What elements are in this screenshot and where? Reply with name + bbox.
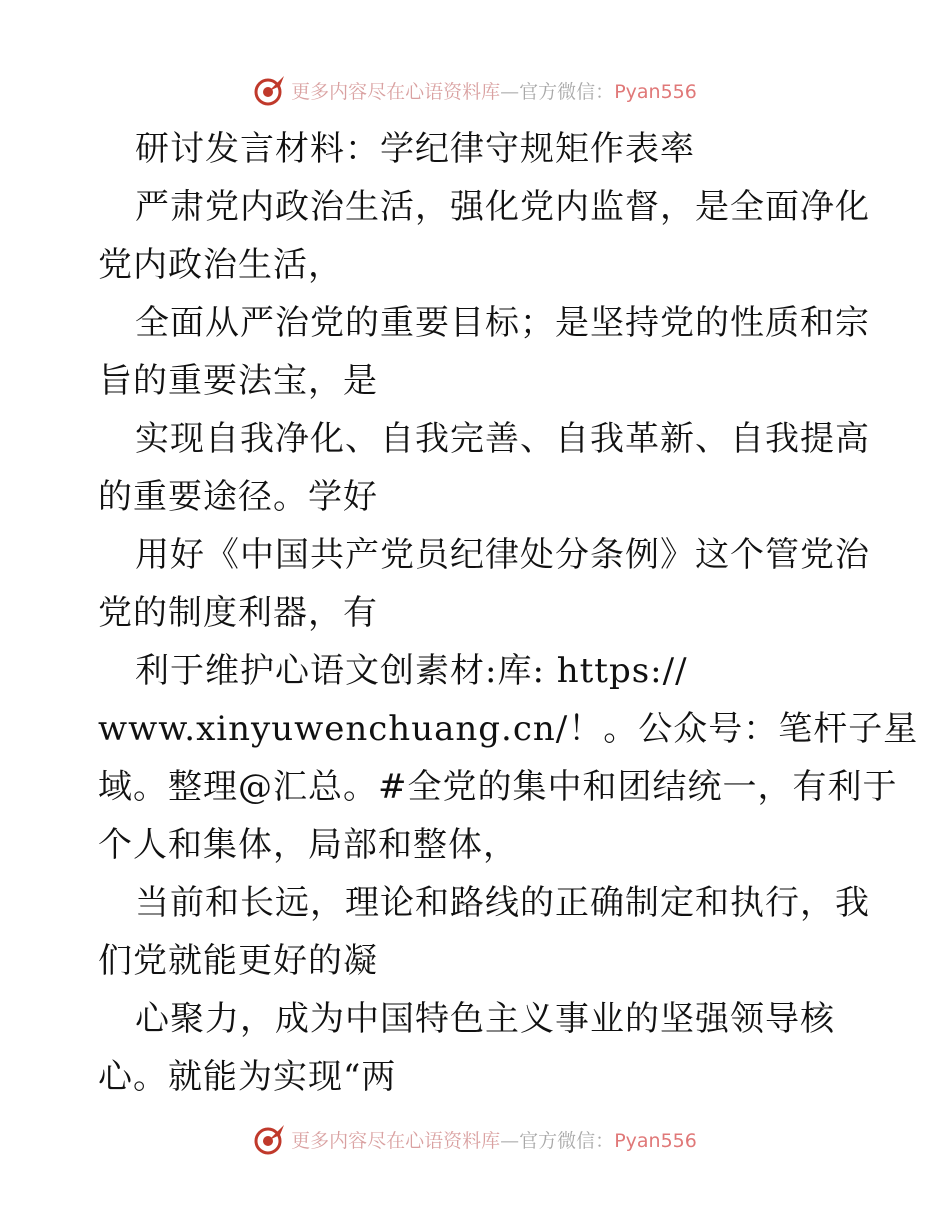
text-line: 个人和集体，局部和整体， bbox=[98, 825, 518, 865]
text-line: 用好《中国共产党员纪律处分条例》这个管党治 bbox=[135, 535, 870, 575]
text-line: 域。整理@汇总。#全党的集中和团结统一，有利于 bbox=[98, 767, 898, 807]
watermark-wechat-id: Pyan556 bbox=[614, 80, 697, 103]
watermark-wechat-label: 官方微信： bbox=[519, 1129, 615, 1152]
watermark-wechat-id: Pyan556 bbox=[614, 1129, 697, 1152]
text-line: 实现自我净化、自我完善、自我革新、自我提高 bbox=[135, 419, 870, 459]
text-line: 的重要途径。学好 bbox=[98, 477, 378, 517]
footer-watermark bbox=[0, 1119, 950, 1159]
text-line: 党内政治生活， bbox=[98, 245, 343, 285]
quill-logo-icon bbox=[253, 1122, 287, 1156]
document-body bbox=[98, 120, 919, 1106]
text-line: 当前和长远，理论和路线的正确制定和执行，我 bbox=[135, 883, 870, 923]
text-line: 利于维护心语文创素材:库: https:// bbox=[135, 651, 688, 691]
text-line: 党的制度利器，有 bbox=[98, 593, 378, 633]
text-line: 心。就能为实现“两 bbox=[98, 1057, 397, 1097]
text-line: 旨的重要法宝，是 bbox=[98, 361, 378, 401]
text-line: 们党就能更好的凝 bbox=[98, 941, 378, 981]
text-line: 研讨发言材料：学纪律守规矩作表率 bbox=[135, 129, 695, 169]
watermark-site-text: 更多内容尽在心语资料库 bbox=[291, 1129, 501, 1152]
header-watermark bbox=[0, 70, 950, 110]
quill-logo-icon bbox=[253, 73, 287, 107]
text-line: 心聚力，成为中国特色主义事业的坚强领导核 bbox=[135, 999, 835, 1039]
watermark-separator: — bbox=[500, 1129, 520, 1152]
watermark-site-text: 更多内容尽在心语资料库 bbox=[291, 80, 501, 103]
watermark-separator: — bbox=[500, 80, 520, 103]
watermark-wechat-label: 官方微信： bbox=[519, 80, 615, 103]
text-line: 严肃党内政治生活，强化党内监督，是全面净化 bbox=[135, 187, 870, 227]
text-line: 全面从严治党的重要目标；是坚持党的性质和宗 bbox=[135, 303, 870, 343]
text-line: www.xinyuwenchuang.cn/！。公众号：笔杆子星 bbox=[98, 709, 919, 749]
